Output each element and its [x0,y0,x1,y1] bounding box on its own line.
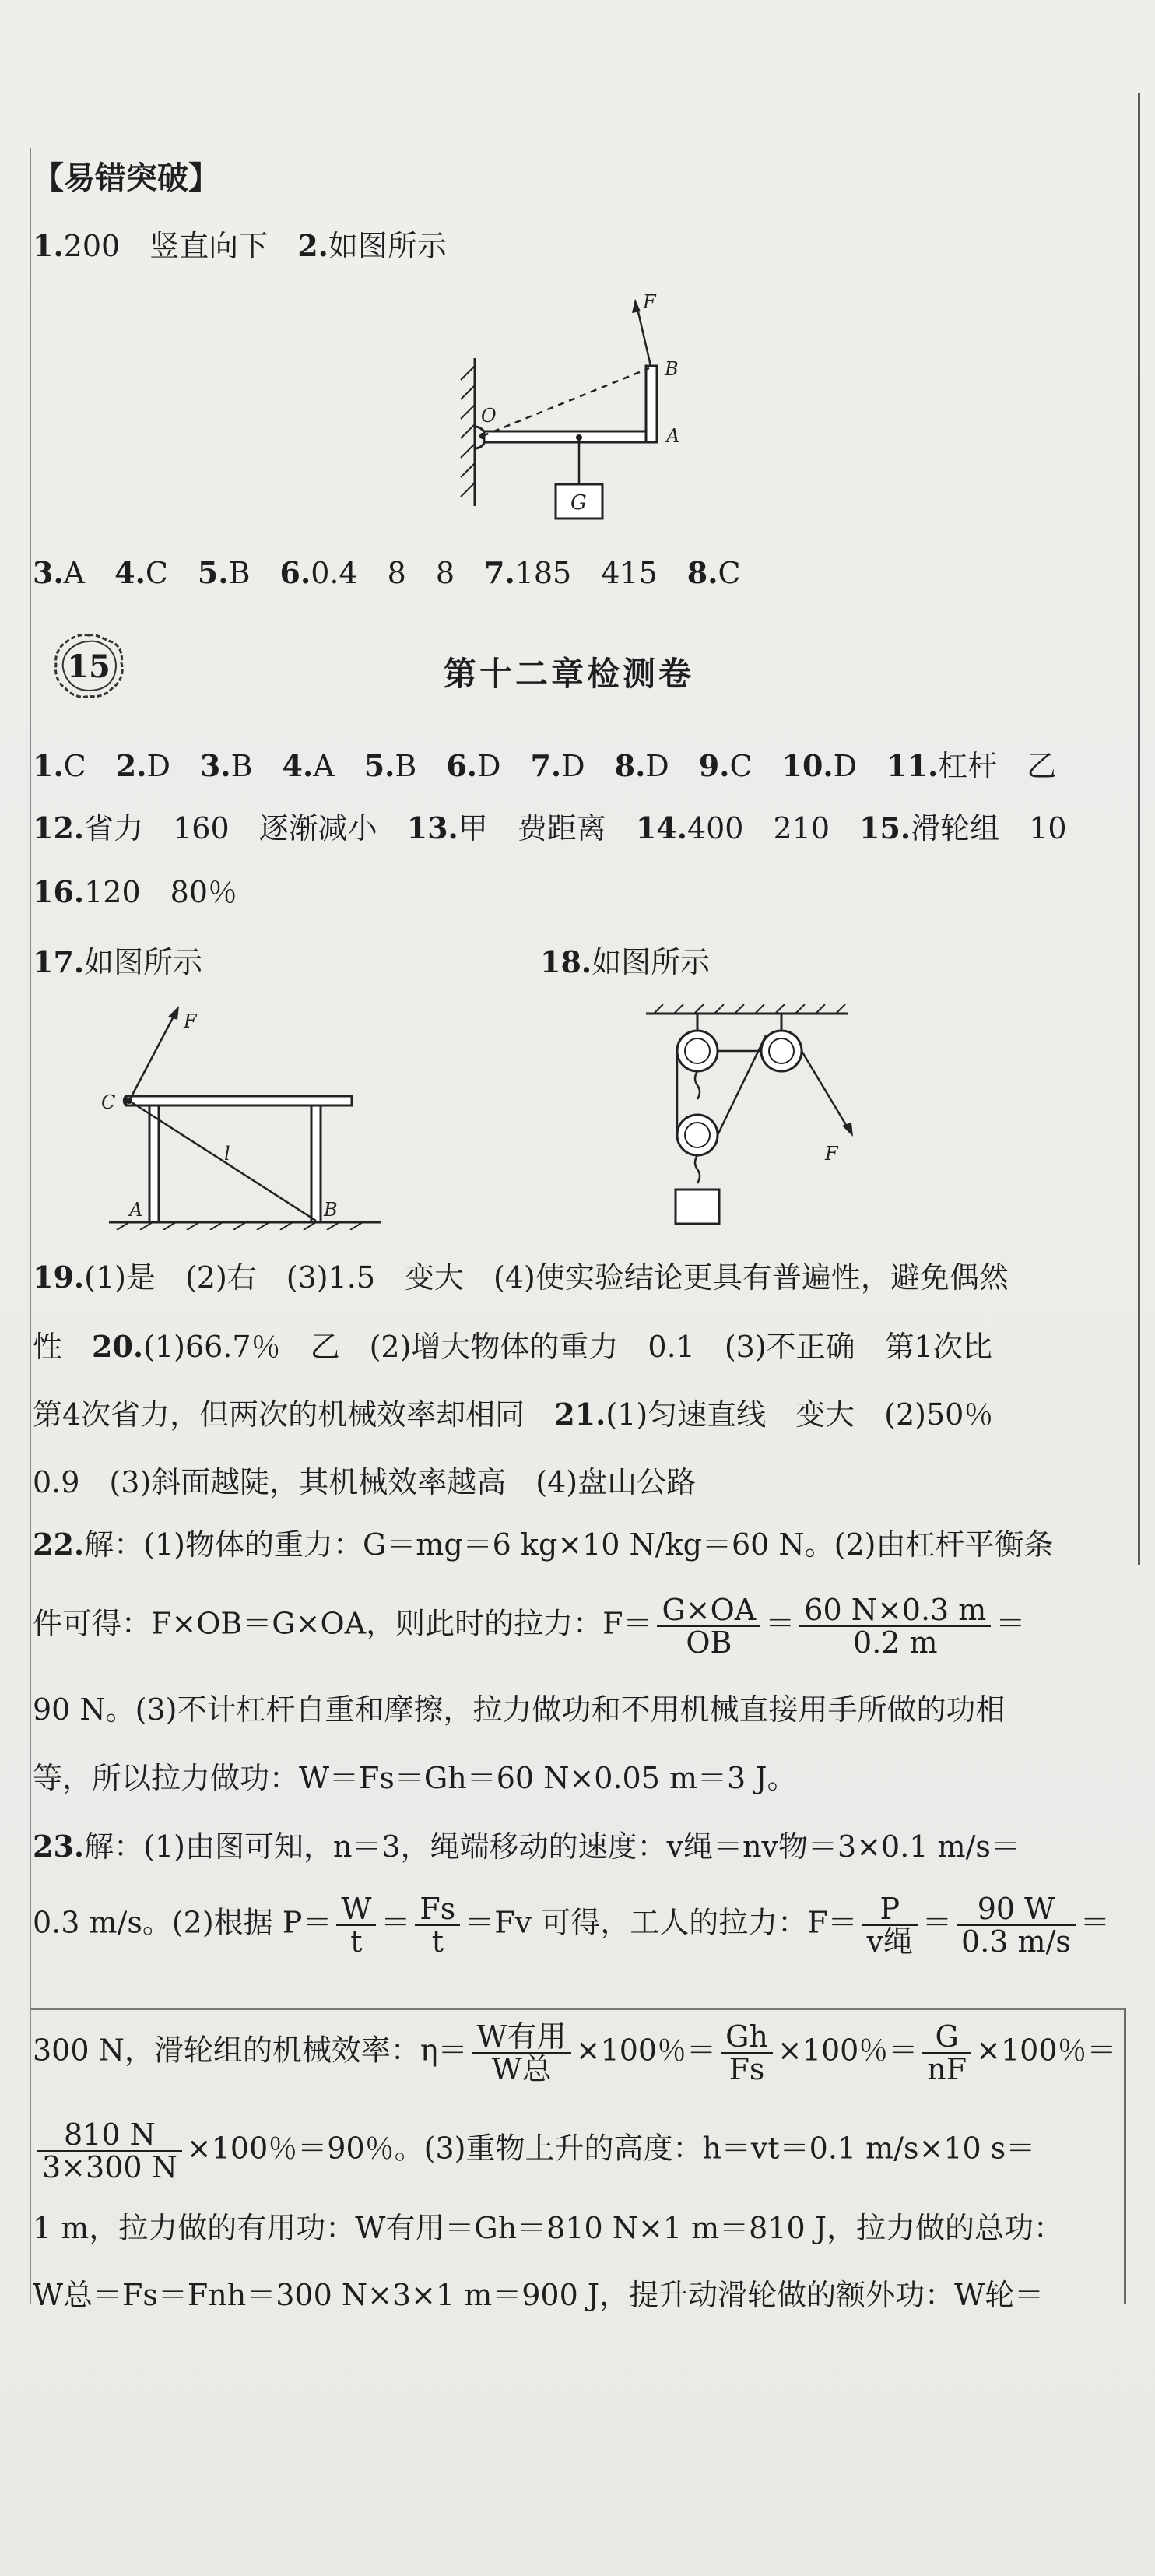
table-lever-figure [93,996,389,1230]
label-G: G [570,491,587,515]
answers-row-2 [33,810,1067,847]
label-A: A [666,425,680,447]
answer-value: D [561,749,585,783]
left-margin-rule [30,148,31,2304]
answer-number: 8. [614,748,646,783]
answer-value: B [395,749,417,783]
q22-line-3: 90 N。(3)不计杠杆自重和摩擦，拉力做功和不用机械直接用手所做的功相 [33,1692,1006,1727]
q23-line-3: 300 N，滑轮组的机械效率：η＝ $\frac{\text{W有用}}{\text{W总}}$ ×100％＝ $\frac{Gh}{Fs}$ ×100％＝ $\frac{G}{nF}$ ×100％＝ [33,2019,1117,2086]
answer-value: D [476,749,501,783]
answer-number: 15. [859,810,911,845]
answer-value: 省力 160 逐渐减小 [84,811,377,845]
answer-value: A [313,749,335,783]
label-F: F [184,1010,197,1032]
answer-value: 甲 费距离 [458,811,606,845]
answer-number: 14. [635,810,687,845]
label-l: l [224,1143,230,1165]
answer-value: D [833,749,858,783]
answer-value: D [146,749,170,783]
lever-figure-1 [444,288,708,537]
answer-value: C [63,749,86,783]
answer-number: 4. [282,748,314,783]
yicuo-line-3: 3.A 4.C 5.B 6.0.4 8 8 7.185 415 8.C [33,555,741,590]
yicuo-line-1: 1.200 竖直向下 2.如图所示 [33,228,447,263]
q22-line-2: 件可得：F×OB＝G×OA，则此时的拉力：F＝ $\frac{G\times OA}{OB}$ ＝ $\frac{60 N\times 0.3 m}{0.2 m}$ ＝ [33,1593,1026,1660]
answer-number: 13. [406,810,458,845]
answer-number: 1. [33,748,64,783]
q17-label: 17.如图所示 [33,944,203,979]
answer-value: 杠杆 乙 [938,749,1057,783]
q23-line-1: 23.解：(1)由图可知，n＝3，绳端移动的速度：v绳＝nv物＝3×0.1 m/s＝ [33,1829,1020,1864]
fraction: $\frac{60 N\times 0.3 m}{0.2 m}$ [799,1594,991,1658]
answer-number: 5. [363,748,395,783]
answer-value: B [230,749,253,783]
right-margin-rule [1138,93,1140,1565]
answer-number: 10. [781,748,834,783]
answer-value: D [645,749,669,783]
page-seam-rule [31,2008,1125,2010]
q18-label: 18.如图所示 [540,944,711,979]
answer-number: 7. [530,748,562,783]
section-header: 【易错突破】 [33,160,219,196]
label-O: O [481,405,497,427]
answer-number: 11. [886,748,939,783]
label-B: B [665,358,679,380]
answer-value: 滑轮组 10 [911,811,1067,845]
answer-number: 6. [446,748,477,783]
answers-row-1 [33,747,1056,785]
label-A: A [129,1199,143,1221]
q23-line-5: 1 m，拉力做的有用功：W有用＝Gh＝810 N×1 m＝810 J，拉力做的总功： [33,2211,1064,2245]
q19-line-2: 性 20.(1)66.7％ 乙 (2)增大物体的重力 0.1 (3)不正确 第1次比 [33,1329,992,1364]
label-F: F [825,1143,838,1165]
pulley-figure [638,1004,872,1238]
q22-line-4: 等，所以拉力做功：W＝Fs＝Gh＝60 N×0.05 m＝3 J。 [33,1761,797,1795]
answer-number: 9. [698,748,730,783]
answers-row-3: 16.120 80％ [33,874,238,909]
test-title: 第十二章检测卷 [444,655,695,693]
q19-line-1: 19.(1)是 (2)右 (3)1.5 变大 (4)使实验结论更具有普遍性，避免偶然 [33,1260,1009,1295]
q22-line-1: 22.解：(1)物体的重力：G＝mg＝6 kg×10 N/kg＝60 N。(2)由杠杆平衡条 [33,1527,1054,1562]
label-C: C [101,1091,116,1113]
badge-number: 15 [67,648,111,685]
fraction: $\frac{G\times OA}{OB}$ [657,1594,760,1658]
label-B: B [324,1199,338,1221]
label-F: F [643,291,656,313]
answer-number: 3. [199,748,231,783]
q19-line-3: 第4次省力，但两次的机械效率却相同 21.(1)匀速直线 变大 (2)50％ [33,1397,994,1432]
q23-line-2: 0.3 m/s。(2)根据 P＝ $\frac{W}{t}$ ＝ $\frac{Fs}{t}$ ＝Fv 可得，工人的拉力：F＝ $\frac{P}{\text{v绳}}$ ＝ $\frac{90 W}{0.3 m/s}$ ＝ [33,1892,1110,1959]
q23-line-4: $\frac{810 N}{3\times 300 N}$ ×100％＝90％。(3)重物上升的高度：h＝vt＝0.1 m/s×10 s＝ [33,2119,1035,2183]
q23-line-6: W总＝Fs＝Fnh＝300 N×3×1 m＝900 J，提升动滑轮做的额外功：W轮＝ [33,2278,1044,2312]
answer-number: 12. [33,810,85,845]
right-margin-rule-lower [1124,2008,1126,2304]
answer-number: 2. [115,748,147,783]
q19-line-4: 0.9 (3)斜面越陡，其机械效率越高 (4)盘山公路 [33,1465,697,1499]
test-number-badge [53,632,125,699]
answer-value: C [729,749,753,783]
answer-value: 400 210 [686,811,830,845]
